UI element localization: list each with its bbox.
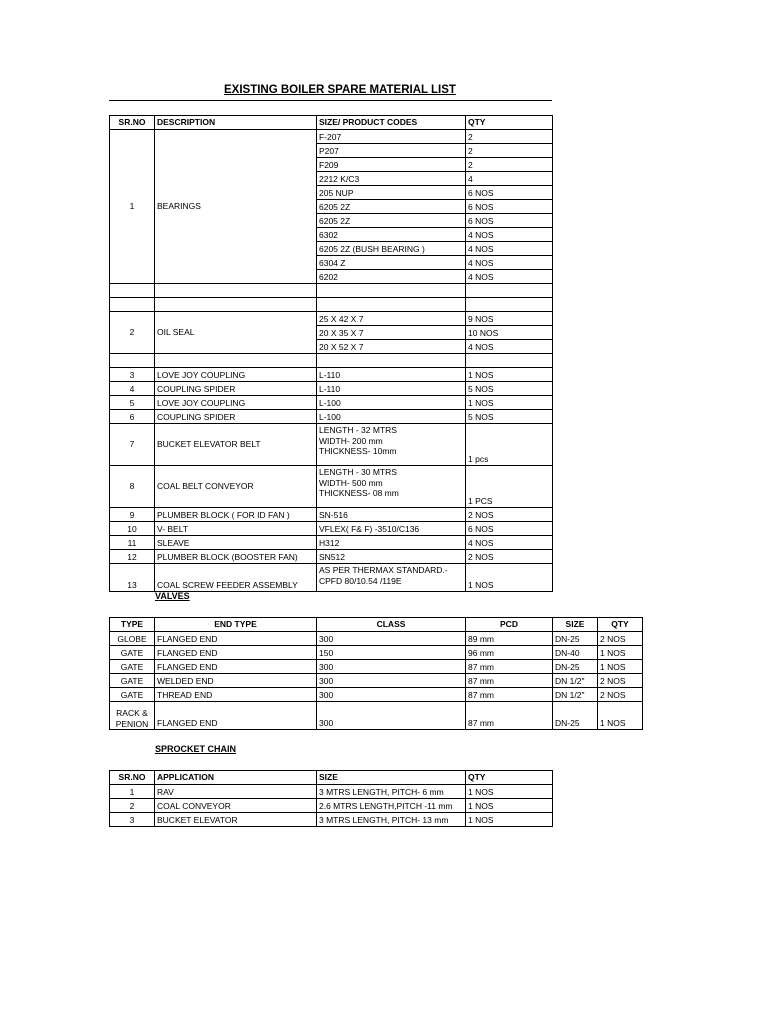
row-description: COUPLING SPIDER xyxy=(155,410,317,424)
row-qty: 1 NOS xyxy=(466,368,553,382)
row-size: SN-516 xyxy=(317,508,466,522)
valve-type: GATE xyxy=(110,688,155,702)
sprocket-srno: 1 xyxy=(110,785,155,799)
bearings-srno: 1 xyxy=(110,130,155,284)
row-description: LOVE JOY COUPLING xyxy=(155,396,317,410)
table-header-row xyxy=(110,116,553,130)
header-srno: SR.NO xyxy=(110,116,155,130)
row-size: L-110 xyxy=(317,368,466,382)
row-description: V- BELT xyxy=(155,522,317,536)
table-row xyxy=(110,368,553,382)
sprocket-application: BUCKET ELEVATOR xyxy=(155,813,317,827)
valve-class: 300 xyxy=(317,632,466,646)
blank-row xyxy=(110,354,553,368)
bearing-size: 6202 xyxy=(317,270,466,284)
valve-pcd: 96 mm xyxy=(466,646,553,660)
valve-qty: 2 NOS xyxy=(598,674,643,688)
bearing-size: 6205 2Z (BUSH BEARING ) xyxy=(317,242,466,256)
table-row xyxy=(110,424,553,466)
table-row xyxy=(110,646,643,660)
row-srno: 13 xyxy=(110,564,155,592)
sprocket-chain-table xyxy=(109,770,553,827)
row-srno: 7 xyxy=(110,424,155,466)
row-description: BUCKET ELEVATOR BELT xyxy=(155,424,317,466)
row-description: COAL BELT CONVEYOR xyxy=(155,466,317,508)
row-description: COAL SCREW FEEDER ASSEMBLY xyxy=(155,564,317,592)
header-application: APPLICATION xyxy=(155,771,317,785)
bearing-qty: 6 NOS xyxy=(466,200,553,214)
title-underline-rule xyxy=(109,100,552,101)
row-description: COUPLING SPIDER xyxy=(155,382,317,396)
valve-class: 300 xyxy=(317,660,466,674)
valve-type: GATE xyxy=(110,660,155,674)
valve-pcd: 87 mm xyxy=(466,688,553,702)
spare-material-table xyxy=(109,115,553,592)
sprocket-qty: 1 NOS xyxy=(466,813,553,827)
sprocket-size: 3 MTRS LENGTH, PITCH- 6 mm xyxy=(317,785,466,799)
header-size: SIZE xyxy=(553,618,598,632)
table-row xyxy=(110,702,643,730)
table-row xyxy=(110,410,553,424)
valve-type: GATE xyxy=(110,646,155,660)
valve-size: DN-25 xyxy=(553,702,598,730)
row-srno: 4 xyxy=(110,382,155,396)
bearing-qty: 2 xyxy=(466,158,553,172)
row-srno: 8 xyxy=(110,466,155,508)
table-row xyxy=(110,632,643,646)
bearing-qty: 4 xyxy=(466,172,553,186)
table-row xyxy=(110,522,553,536)
header-size: SIZE xyxy=(317,771,466,785)
row-qty: 5 NOS xyxy=(466,382,553,396)
valve-end-type: FLANGED END xyxy=(155,702,317,730)
valve-end-type: FLANGED END xyxy=(155,646,317,660)
bearing-size: 6304 Z xyxy=(317,256,466,270)
valve-class: 150 xyxy=(317,646,466,660)
valve-class: 300 xyxy=(317,674,466,688)
bearing-qty: 6 NOS xyxy=(466,214,553,228)
row-srno: 10 xyxy=(110,522,155,536)
bearing-size: 6205 2Z xyxy=(317,214,466,228)
bearing-size: F-207 xyxy=(317,130,466,144)
row-qty: 2 NOS xyxy=(466,550,553,564)
bearing-qty: 4 NOS xyxy=(466,242,553,256)
row-size: L-100 xyxy=(317,396,466,410)
valve-qty: 1 NOS xyxy=(598,646,643,660)
oil-seal-size: 20 X 35 X 7 xyxy=(317,326,466,340)
valve-qty: 1 NOS xyxy=(598,660,643,674)
row-description: PLUMBER BLOCK ( FOR ID FAN ) xyxy=(155,508,317,522)
valve-size: DN 1/2" xyxy=(553,674,598,688)
sprocket-section-title: SPROCKET CHAIN xyxy=(155,744,237,754)
table-row xyxy=(110,508,553,522)
valves-table xyxy=(109,617,643,730)
row-description: SLEAVE xyxy=(155,536,317,550)
valve-type: GATE xyxy=(110,674,155,688)
row-description: LOVE JOY COUPLING xyxy=(155,368,317,382)
sprocket-qty: 1 NOS xyxy=(466,799,553,813)
table-row xyxy=(110,660,643,674)
header-qty: QTY xyxy=(466,771,553,785)
blank-row xyxy=(110,284,553,298)
oil-seal-qty: 9 NOS xyxy=(466,312,553,326)
valve-end-type: FLANGED END xyxy=(155,660,317,674)
row-qty: 4 NOS xyxy=(466,536,553,550)
header-qty: QTY xyxy=(598,618,643,632)
valve-pcd: 87 mm xyxy=(466,674,553,688)
row-qty: 5 NOS xyxy=(466,410,553,424)
valve-size: DN 1/2" xyxy=(553,688,598,702)
sprocket-application: COAL CONVEYOR xyxy=(155,799,317,813)
header-size: SIZE/ PRODUCT CODES xyxy=(317,116,466,130)
row-description: PLUMBER BLOCK (BOOSTER FAN) xyxy=(155,550,317,564)
oil-seal-description: OIL SEAL xyxy=(155,312,317,354)
valve-size: DN-25 xyxy=(553,660,598,674)
valves-section-title: VALVES xyxy=(155,591,190,601)
row-srno: 6 xyxy=(110,410,155,424)
header-srno: SR.NO xyxy=(110,771,155,785)
row-srno: 5 xyxy=(110,396,155,410)
header-type: TYPE xyxy=(110,618,155,632)
row-srno: 9 xyxy=(110,508,155,522)
table-row xyxy=(110,688,643,702)
valve-qty: 2 NOS xyxy=(598,632,643,646)
row-size: L-110 xyxy=(317,382,466,396)
valve-qty: 2 NOS xyxy=(598,688,643,702)
valve-class: 300 xyxy=(317,688,466,702)
row-size: AS PER THERMAX STANDARD.- CPFD 80/10.54 /119E xyxy=(317,564,466,592)
bearing-size: P207 xyxy=(317,144,466,158)
header-description: DESCRIPTION xyxy=(155,116,317,130)
valve-pcd: 87 mm xyxy=(466,660,553,674)
row-qty: 1 pcs xyxy=(466,424,553,466)
table-row xyxy=(110,466,553,508)
bearing-qty: 2 xyxy=(466,144,553,158)
bearing-qty: 2 xyxy=(466,130,553,144)
sprocket-qty: 1 NOS xyxy=(466,785,553,799)
table-row xyxy=(110,536,553,550)
row-qty: 6 NOS xyxy=(466,522,553,536)
header-end-type: END TYPE xyxy=(155,618,317,632)
row-size: LENGTH - 32 MTRS WIDTH- 200 mm THICKNESS- 10mm xyxy=(317,424,466,466)
sprocket-application: RAV xyxy=(155,785,317,799)
row-qty: 2 NOS xyxy=(466,508,553,522)
row-size: H312 xyxy=(317,536,466,550)
valve-end-type: FLANGED END xyxy=(155,632,317,646)
row-size: SN512 xyxy=(317,550,466,564)
bearing-qty: 4 NOS xyxy=(466,270,553,284)
bearing-size: 205 NUP xyxy=(317,186,466,200)
valve-end-type: THREAD END xyxy=(155,688,317,702)
blank-row xyxy=(110,298,553,312)
table-row xyxy=(110,312,553,326)
header-pcd: PCD xyxy=(466,618,553,632)
bearing-qty: 4 NOS xyxy=(466,256,553,270)
row-srno: 11 xyxy=(110,536,155,550)
valve-pcd: 87 mm xyxy=(466,702,553,730)
bearing-size: 6302 xyxy=(317,228,466,242)
valve-class: 300 xyxy=(317,702,466,730)
sprocket-srno: 3 xyxy=(110,813,155,827)
table-row xyxy=(110,382,553,396)
sprocket-size: 2.6 MTRS LENGTH,PITCH -11 mm xyxy=(317,799,466,813)
table-header-row xyxy=(110,618,643,632)
oil-seal-qty: 10 NOS xyxy=(466,326,553,340)
bearing-size: 6205 2Z xyxy=(317,200,466,214)
bearing-qty: 4 NOS xyxy=(466,228,553,242)
valve-qty: 1 NOS xyxy=(598,702,643,730)
document-title: EXISTING BOILER SPARE MATERIAL LIST xyxy=(224,84,456,96)
oil-seal-size: 25 X 42 X 7 xyxy=(317,312,466,326)
row-qty: 1 NOS xyxy=(466,396,553,410)
table-row xyxy=(110,564,553,592)
sprocket-size: 3 MTRS LENGTH, PITCH- 13 mm xyxy=(317,813,466,827)
row-size: LENGTH - 30 MTRS WIDTH- 500 mm THICKNESS- 08 mm xyxy=(317,466,466,508)
row-size: VFLEX( F& F) -3510/C136 xyxy=(317,522,466,536)
table-row xyxy=(110,550,553,564)
table-row xyxy=(110,799,553,813)
valve-pcd: 89 mm xyxy=(466,632,553,646)
row-srno: 12 xyxy=(110,550,155,564)
valve-size: DN-40 xyxy=(553,646,598,660)
valve-size: DN-25 xyxy=(553,632,598,646)
row-qty: 1 PCS xyxy=(466,466,553,508)
valve-end-type: WELDED END xyxy=(155,674,317,688)
table-header-row xyxy=(110,771,553,785)
bearings-description: BEARINGS xyxy=(155,130,317,284)
table-row xyxy=(110,674,643,688)
table-row xyxy=(110,396,553,410)
header-qty: QTY xyxy=(466,116,553,130)
header-class: CLASS xyxy=(317,618,466,632)
bearing-size: 2212 K/C3 xyxy=(317,172,466,186)
row-qty: 1 NOS xyxy=(466,564,553,592)
bearing-qty: 6 NOS xyxy=(466,186,553,200)
table-row xyxy=(110,130,553,144)
oil-seal-size: 20 X 52 X 7 xyxy=(317,340,466,354)
bearing-size: F209 xyxy=(317,158,466,172)
oil-seal-srno: 2 xyxy=(110,312,155,354)
table-row xyxy=(110,813,553,827)
oil-seal-qty: 4 NOS xyxy=(466,340,553,354)
valve-type: RACK & PENION xyxy=(110,702,155,730)
valve-type: GLOBE xyxy=(110,632,155,646)
table-row xyxy=(110,785,553,799)
row-srno: 3 xyxy=(110,368,155,382)
row-size: L-100 xyxy=(317,410,466,424)
sprocket-srno: 2 xyxy=(110,799,155,813)
